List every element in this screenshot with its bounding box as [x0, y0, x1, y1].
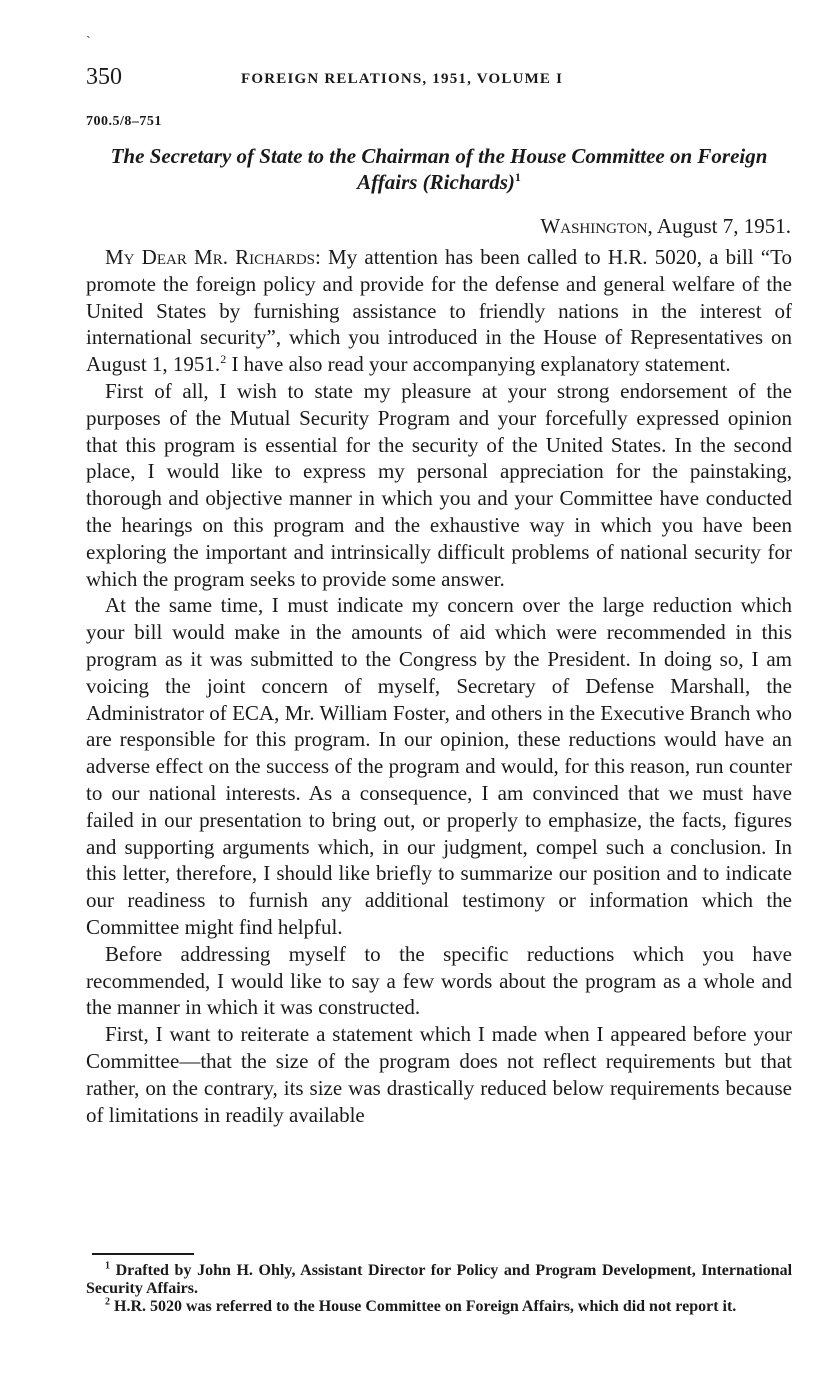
file-reference: 700.5/8–751 [86, 114, 162, 129]
paragraph: At the same time, I must indicate my concern over the large reduction which your bill would make in the amounts of aid which were recommended in this program as it was submitted to the Congress by the President. In doing so, I am voicing the joint concern of myself, Secretary of Defense Marshall, the Administrator of ECA, Mr. William Foster, and others in the Executive Branch who are responsible for this program. In our opinion, these reductions would have an adverse effect on the success of the program and would, for this reason, run counter to our national interests. As a consequence, I am convinced that we must have failed in our presentation to bring out, or properly to emphasize, the facts, figures and supporting arguments which, in our judgment, compel such a conclusion. In this letter, therefore, I should like briefly to summarize our position and to indicate our readiness to furnish any additional testimony or information which the Committee might find helpful. [86, 593, 792, 939]
footnote-text: Drafted by John H. Ohly, Assistant Director for Policy and Program Development, International Security Affairs. [86, 1262, 793, 1297]
footnote-divider [92, 1253, 194, 1255]
paragraph-text: I have also read your accompanying explanatory statement. [226, 352, 731, 377]
page-number: 350 [86, 64, 122, 90]
letter-body [86, 244, 792, 1128]
paragraph-text: My attention has been called to H.R. 5020, a bill “To promote the foreign policy and provide for the defense and general welfare of the United States by furnishing assistance to friendly nations in the interest of international security”, which you introduced in the House of Representatives on August 1, 1951. [86, 245, 792, 377]
paragraph: First, I want to reiterate a statement which I made when I appeared before your Committee—that the size of the program does not reflect requirements but that rather, on the contrary, its size was drastically reduced below requirements because of limitations in readily available [86, 1022, 792, 1127]
footnote-text: H.R. 5020 was referred to the House Committee on Foreign Affairs, which did not report it. [114, 1298, 737, 1315]
stray-mark: ˎ [86, 24, 91, 39]
page-header [86, 64, 792, 96]
title-footnote-ref: 1 [514, 170, 521, 184]
dateline-date: August 7, 1951. [656, 214, 791, 238]
paragraph [86, 244, 792, 378]
footnotes [86, 1262, 792, 1316]
dateline-city: Washington, [540, 214, 653, 238]
dateline [540, 214, 791, 239]
document-title-text: The Secretary of State to the Chairman of the House Committee on Foreign Affairs (Richards) [110, 144, 768, 194]
footnote-number: 2 [105, 1296, 110, 1308]
footnote-ref: 2 [220, 352, 227, 367]
footnote-number: 1 [105, 1260, 110, 1272]
paragraph: First of all, I wish to state my pleasure at your strong endorsement of the purposes of the Mutual Security Program and your forcefully expressed opinion that this program is essential for the security of the United States. In the second place, I would like to express my personal appreciation for the painstaking, thorough and objective manner in which you and your Committee have conducted the hearings on this program and the exhaustive way in which you have been exploring the important and intrinsically difficult problems of national security for which the program seeks to provide some answer. [86, 378, 792, 591]
salutation: My Dear Mr. Richards: [105, 245, 321, 269]
footnote [86, 1262, 792, 1298]
document-title [86, 143, 792, 195]
paragraph: Before addressing myself to the specific reductions which you have recommended, I would like to say a few words about the program as a whole and the manner in which it was constructed. [86, 941, 792, 1020]
footnote [86, 1298, 792, 1316]
running-head: FOREIGN RELATIONS, 1951, VOLUME I [241, 71, 564, 87]
